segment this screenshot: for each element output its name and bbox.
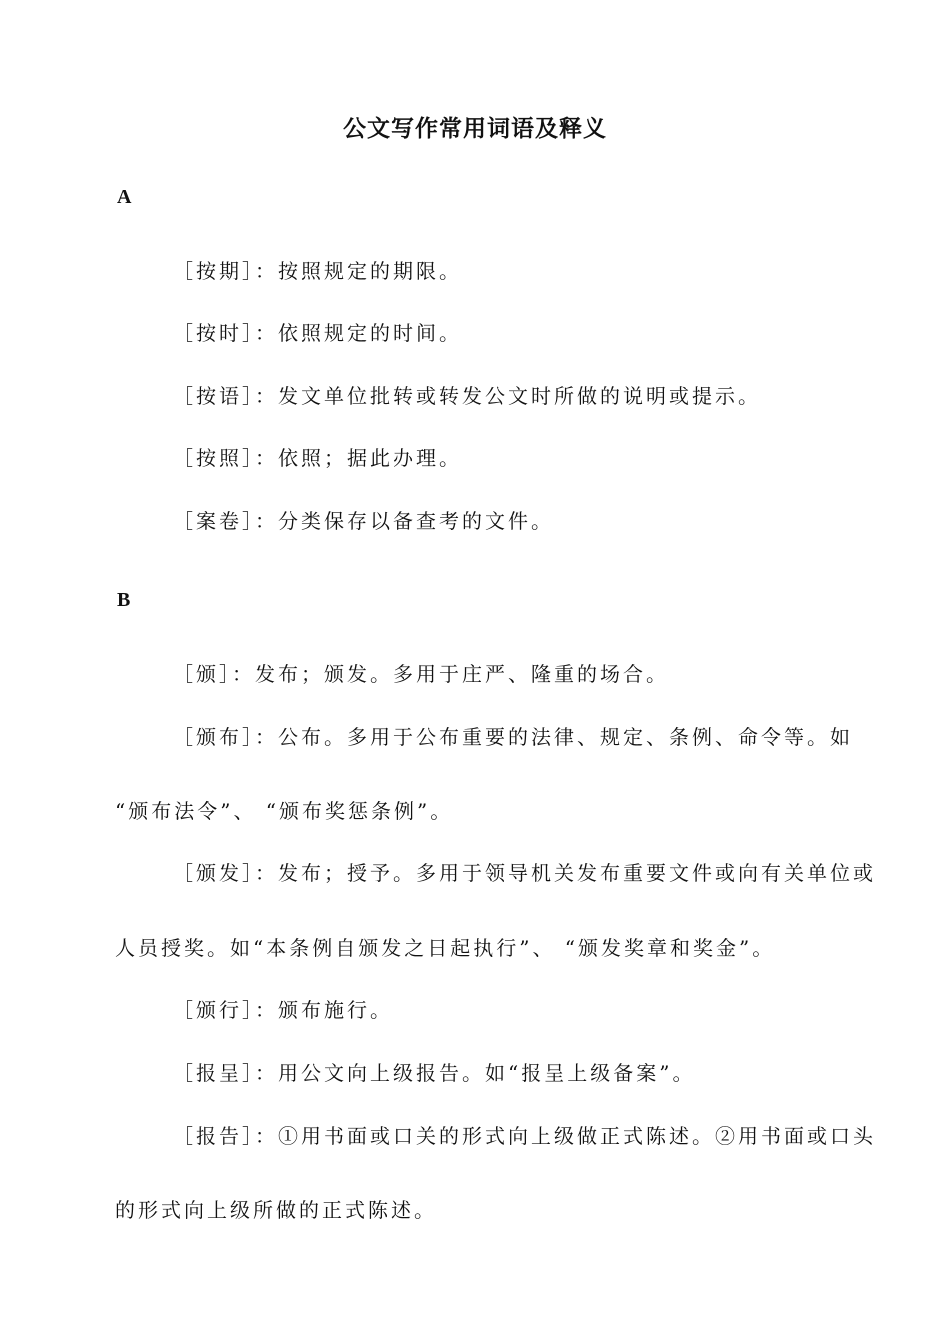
entry-baogao: ［报告］：①用书面或口关的形式向上级做正式陈述。②用书面或口头 [173, 1124, 876, 1148]
entry-baogao-cont: 的形式向上级所做的正式陈述。 [115, 1198, 437, 1222]
entry-anjuan: ［案卷］：分类保存以备查考的文件。 [173, 509, 554, 533]
entry-banfa: ［颁发］：发布；授予。多用于领导机关发布重要文件或向有关单位或 [173, 861, 876, 885]
entry-banfa-cont: 人员授奖。如“本条例自颁发之日起执行”、 “颁发奖章和奖金”。 [115, 936, 776, 960]
entry-anqi: ［按期］：按照规定的期限。 [173, 259, 462, 283]
entry-banxing: ［颁行］：颁布施行。 [173, 998, 393, 1022]
entry-anyu: ［按语］：发文单位批转或转发公文时所做的说明或提示。 [173, 384, 761, 408]
entry-banbu-cont: “颁布法令”、 “颁布奖惩条例”。 [115, 799, 454, 823]
entry-anshi: ［按时］：依照规定的时间。 [173, 321, 462, 345]
document-title: 公文写作常用词语及释义 [343, 115, 607, 142]
entry-ban: ［颁］：发布；颁发。多用于庄严、隆重的场合。 [173, 662, 669, 686]
entry-banbu: ［颁布］：公布。多用于公布重要的法律、规定、条例、命令等。如 [173, 725, 853, 749]
entry-anzhao: ［按照］：依照；据此办理。 [173, 446, 462, 470]
entry-baocheng: ［报呈］：用公文向上级报告。如“报呈上级备案”。 [173, 1061, 696, 1085]
section-letter-b: B [117, 589, 131, 611]
section-letter-a: A [117, 186, 132, 208]
